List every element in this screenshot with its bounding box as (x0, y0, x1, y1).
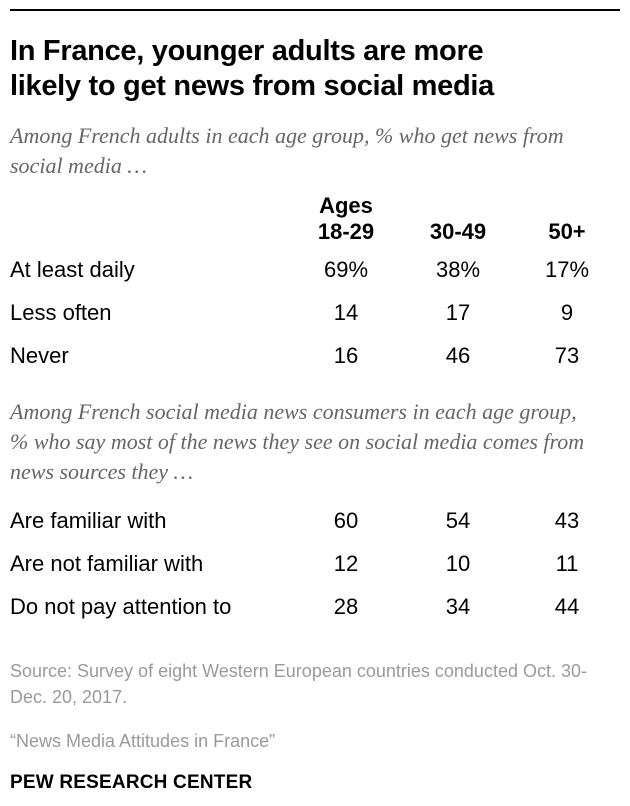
row-label: Less often (10, 299, 112, 325)
page-title: In France, younger adults are more likely to get news from social media (10, 35, 494, 102)
table-row (10, 248, 620, 291)
cell-value: 54 (445, 507, 471, 533)
table-row (10, 291, 620, 334)
cell-value: 17 (445, 299, 471, 325)
column-header-label: 50+ (548, 219, 586, 244)
news-frequency-table (10, 193, 620, 377)
column-header-label: 18-29 (317, 219, 375, 244)
subtitle-consumers: Among French social media news consumers in each age group, % who say most of the news they see on social media comes from news sources they … (10, 399, 585, 484)
cell-value: 38% (435, 256, 481, 282)
column-header-18-29 (290, 193, 402, 245)
table-row (10, 585, 620, 628)
news-sources-table (10, 499, 620, 628)
cell-value: 16 (333, 342, 359, 368)
cell-value: 46 (445, 342, 471, 368)
row-label: Do not pay attention to (10, 593, 232, 619)
cell-value: 69% (323, 256, 369, 282)
cell-value: 10 (445, 550, 471, 576)
cell-value: 9 (560, 299, 574, 325)
cell-value: 14 (333, 299, 359, 325)
branding: PEW RESEARCH CENTER (10, 772, 253, 793)
table-header-row (10, 193, 620, 248)
row-label: Are not familiar with (10, 550, 204, 576)
cell-value: 60 (333, 507, 359, 533)
row-label: Never (10, 342, 69, 368)
row-label: At least daily (10, 256, 135, 282)
cell-value: 73 (554, 342, 580, 368)
cell-value: 43 (554, 507, 580, 533)
cell-value: 44 (554, 593, 580, 619)
cell-value: 28 (333, 593, 359, 619)
top-rule (10, 9, 620, 11)
ages-group-label: Ages (319, 193, 373, 218)
column-header-50plus (514, 219, 620, 245)
subtitle-adults: Among French adults in each age group, % who get news from social media … (10, 123, 564, 178)
cell-value: 34 (445, 593, 471, 619)
report-title-note: “News Media Attitudes in France” (10, 731, 276, 751)
cell-value: 12 (333, 550, 359, 576)
cell-value: 11 (555, 550, 579, 576)
column-header-30-49 (402, 219, 514, 245)
column-header-label: 30-49 (429, 219, 487, 244)
table-row (10, 334, 620, 377)
table-row (10, 499, 620, 542)
row-label: Are familiar with (10, 507, 167, 533)
source-note: Source: Survey of eight Western European countries conducted Oct. 30-Dec. 20, 2017. (10, 661, 587, 707)
cell-value: 17% (544, 256, 590, 282)
table-row (10, 542, 620, 585)
